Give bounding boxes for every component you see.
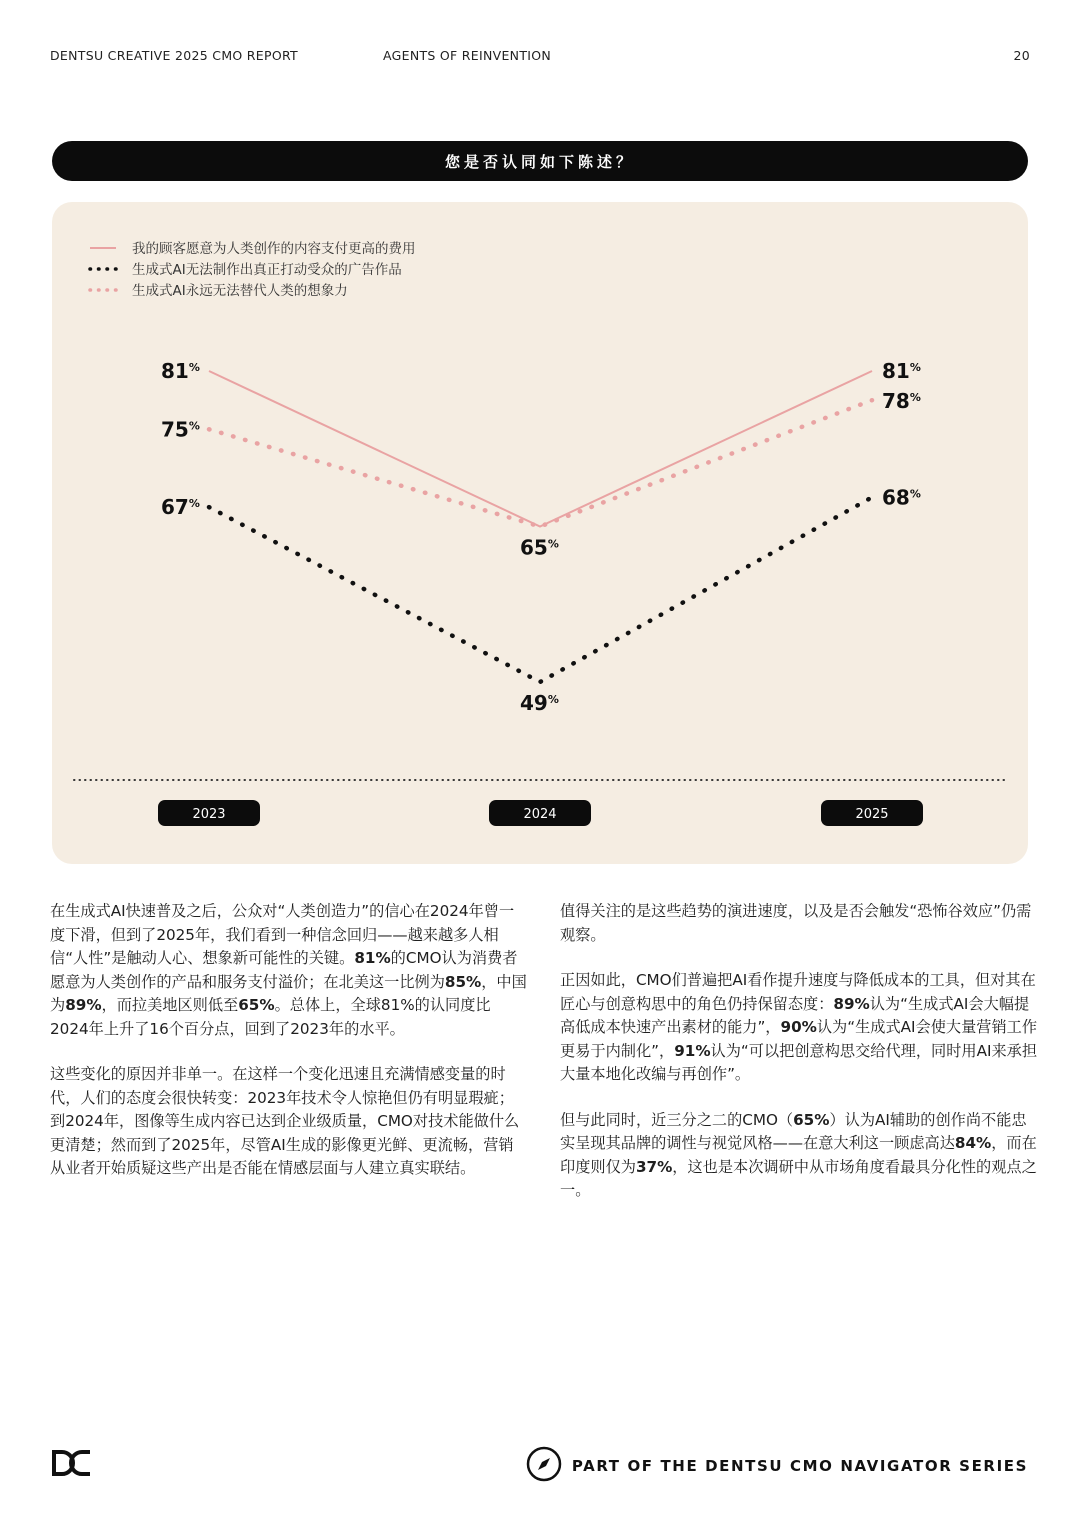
body-paragraph [50,1063,528,1181]
highlight-stat: 65% [238,996,275,1014]
series-footer [526,1446,1028,1486]
highlight-stat: 85% [444,972,482,991]
data-label-value: 81 [882,359,910,383]
text-segment: 的CMO认为消费者愿意为人类创作的产品和服务支付溢价；在北美这一比例为 [50,949,518,991]
highlight-stat: 91% [674,1041,711,1060]
data-label-value: 68 [882,485,910,510]
data-label-value: 78 [882,389,910,414]
body-paragraph [50,900,528,1041]
data-label-unit: % [188,497,200,511]
series-line [209,371,872,527]
highlight-stat: 37% [635,1157,673,1176]
x-tick-label: 2024 [523,807,557,822]
text-segment: 认为“生成式AI会使大量营销工作更易于内制化”， [560,1018,1038,1060]
text-segment: ）认为AI辅助的创作尚不能忠实呈现其品牌的调性与视觉风格——在意大利这一顾虑高达 [560,1110,1027,1152]
text-segment: ，而在印度则仅为 [560,1134,1037,1176]
body-paragraph [560,1109,1038,1203]
text-segment: 这些变化的原因并非单一。在这样一个变化迅速且充满情感变量的时代，人们的态度会很快转变：2023年技术令人惊艳但仍有明显瑕疵；到2024年，图像等生成内容已达到企业级质量，CMO对技术能做什么更清楚；然而到了2025年，尽管AI生成的影像更光鲜、更流畅，营销从业者开始质疑这些产出是否能在情感层面与人建立真实联结。 [50,1065,520,1177]
series-line [209,497,872,682]
data-label-value: 81 [161,359,189,383]
highlight-stat: 89% [833,994,870,1013]
data-label-unit: % [547,537,559,551]
data-label [520,536,559,560]
question-banner [52,141,1028,181]
highlight-stat: 84% [954,1134,992,1152]
text-segment: 认为“生成式AI会大幅提高低成本快速产出素材的能力”， [560,994,1030,1036]
line-chart [52,202,1028,864]
text-segment: ，中国为 [50,972,527,1014]
series-line [209,400,872,526]
page-number: 20 [1013,48,1030,63]
text-segment: ，而拉美地区则低至 [101,996,239,1014]
chart-panel [52,202,1028,864]
highlight-stat: 89% [65,996,102,1014]
body-column-right [560,900,1038,1225]
data-label-value: 67 [161,495,189,520]
x-tick-label: 2025 [855,807,889,822]
data-label-value: 49 [520,691,548,715]
highlight-stat: 81% [354,949,391,967]
data-label-unit: % [909,487,921,501]
section-title: AGENTS OF REINVENTION [383,48,552,63]
data-label-value: 75 [161,417,189,442]
legend-label: 生成式AI永远无法替代人类的想象力 [132,283,348,299]
text-segment: 。总体上，全球81%的认同度比2024年上升了16个百分点，回到了2023年的水平。 [50,996,491,1038]
data-label-unit: % [547,693,559,706]
data-label-unit: % [909,361,921,374]
data-label [161,495,200,519]
highlight-stat: 65% [793,1110,830,1129]
text-segment: 正因如此，CMO们普遍把AI看作提升速度与降低成本的工具，但对其在匠心与创意构思中的角色仍持保留态度： [560,971,1036,1013]
compass-icon [526,1446,562,1486]
data-label-unit: % [188,361,200,374]
body-paragraph [560,900,1038,947]
data-label-unit: % [188,419,200,433]
legend-label: 我的顾客愿意为人类创作的内容支付更高的费用 [132,241,416,257]
dentsu-dc-logo-icon [52,1450,92,1480]
legend-label: 生成式AI无法制作出真正打动受众的广告作品 [132,262,402,278]
text-segment: 在生成式AI快速普及之后，公众对“人类创造力”的信心在2024年曾一度下滑，但到了2025年，我们看到一种信念回归——越来越多人相信“人性”是触动人心、想象新可能性的关键。 [50,902,515,967]
data-label [161,359,200,383]
text-segment: 值得关注的是这些趋势的演进速度，以及是否会触发“恐怖谷效应”仍需观察。 [560,902,1032,944]
text-segment: 认为“可以把创意构思交给代理，同时用AI来承担大量本地化改编与再创作”。 [560,1041,1038,1083]
highlight-stat: 90% [780,1018,817,1036]
x-tick-label: 2023 [192,807,226,822]
data-label-value: 65 [520,535,548,560]
body-column-left [50,900,528,1203]
report-title: DENTSU CREATIVE 2025 CMO REPORT [50,48,298,63]
data-label [161,417,200,441]
text-segment: ，这也是本次调研中从市场角度看最具分化性的观点之一。 [560,1157,1037,1199]
data-label [520,691,559,715]
data-label [882,359,921,383]
body-paragraph [560,969,1038,1087]
question-text: 您是否认同如下陈述？ [444,152,635,171]
data-label [882,485,921,509]
text-segment: 但与此同时，近三分之二的CMO（ [560,1110,794,1129]
data-label [882,389,921,413]
data-label-unit: % [909,391,921,405]
series-text: PART OF THE DENTSU CMO NAVIGATOR SERIES [571,1457,1028,1475]
